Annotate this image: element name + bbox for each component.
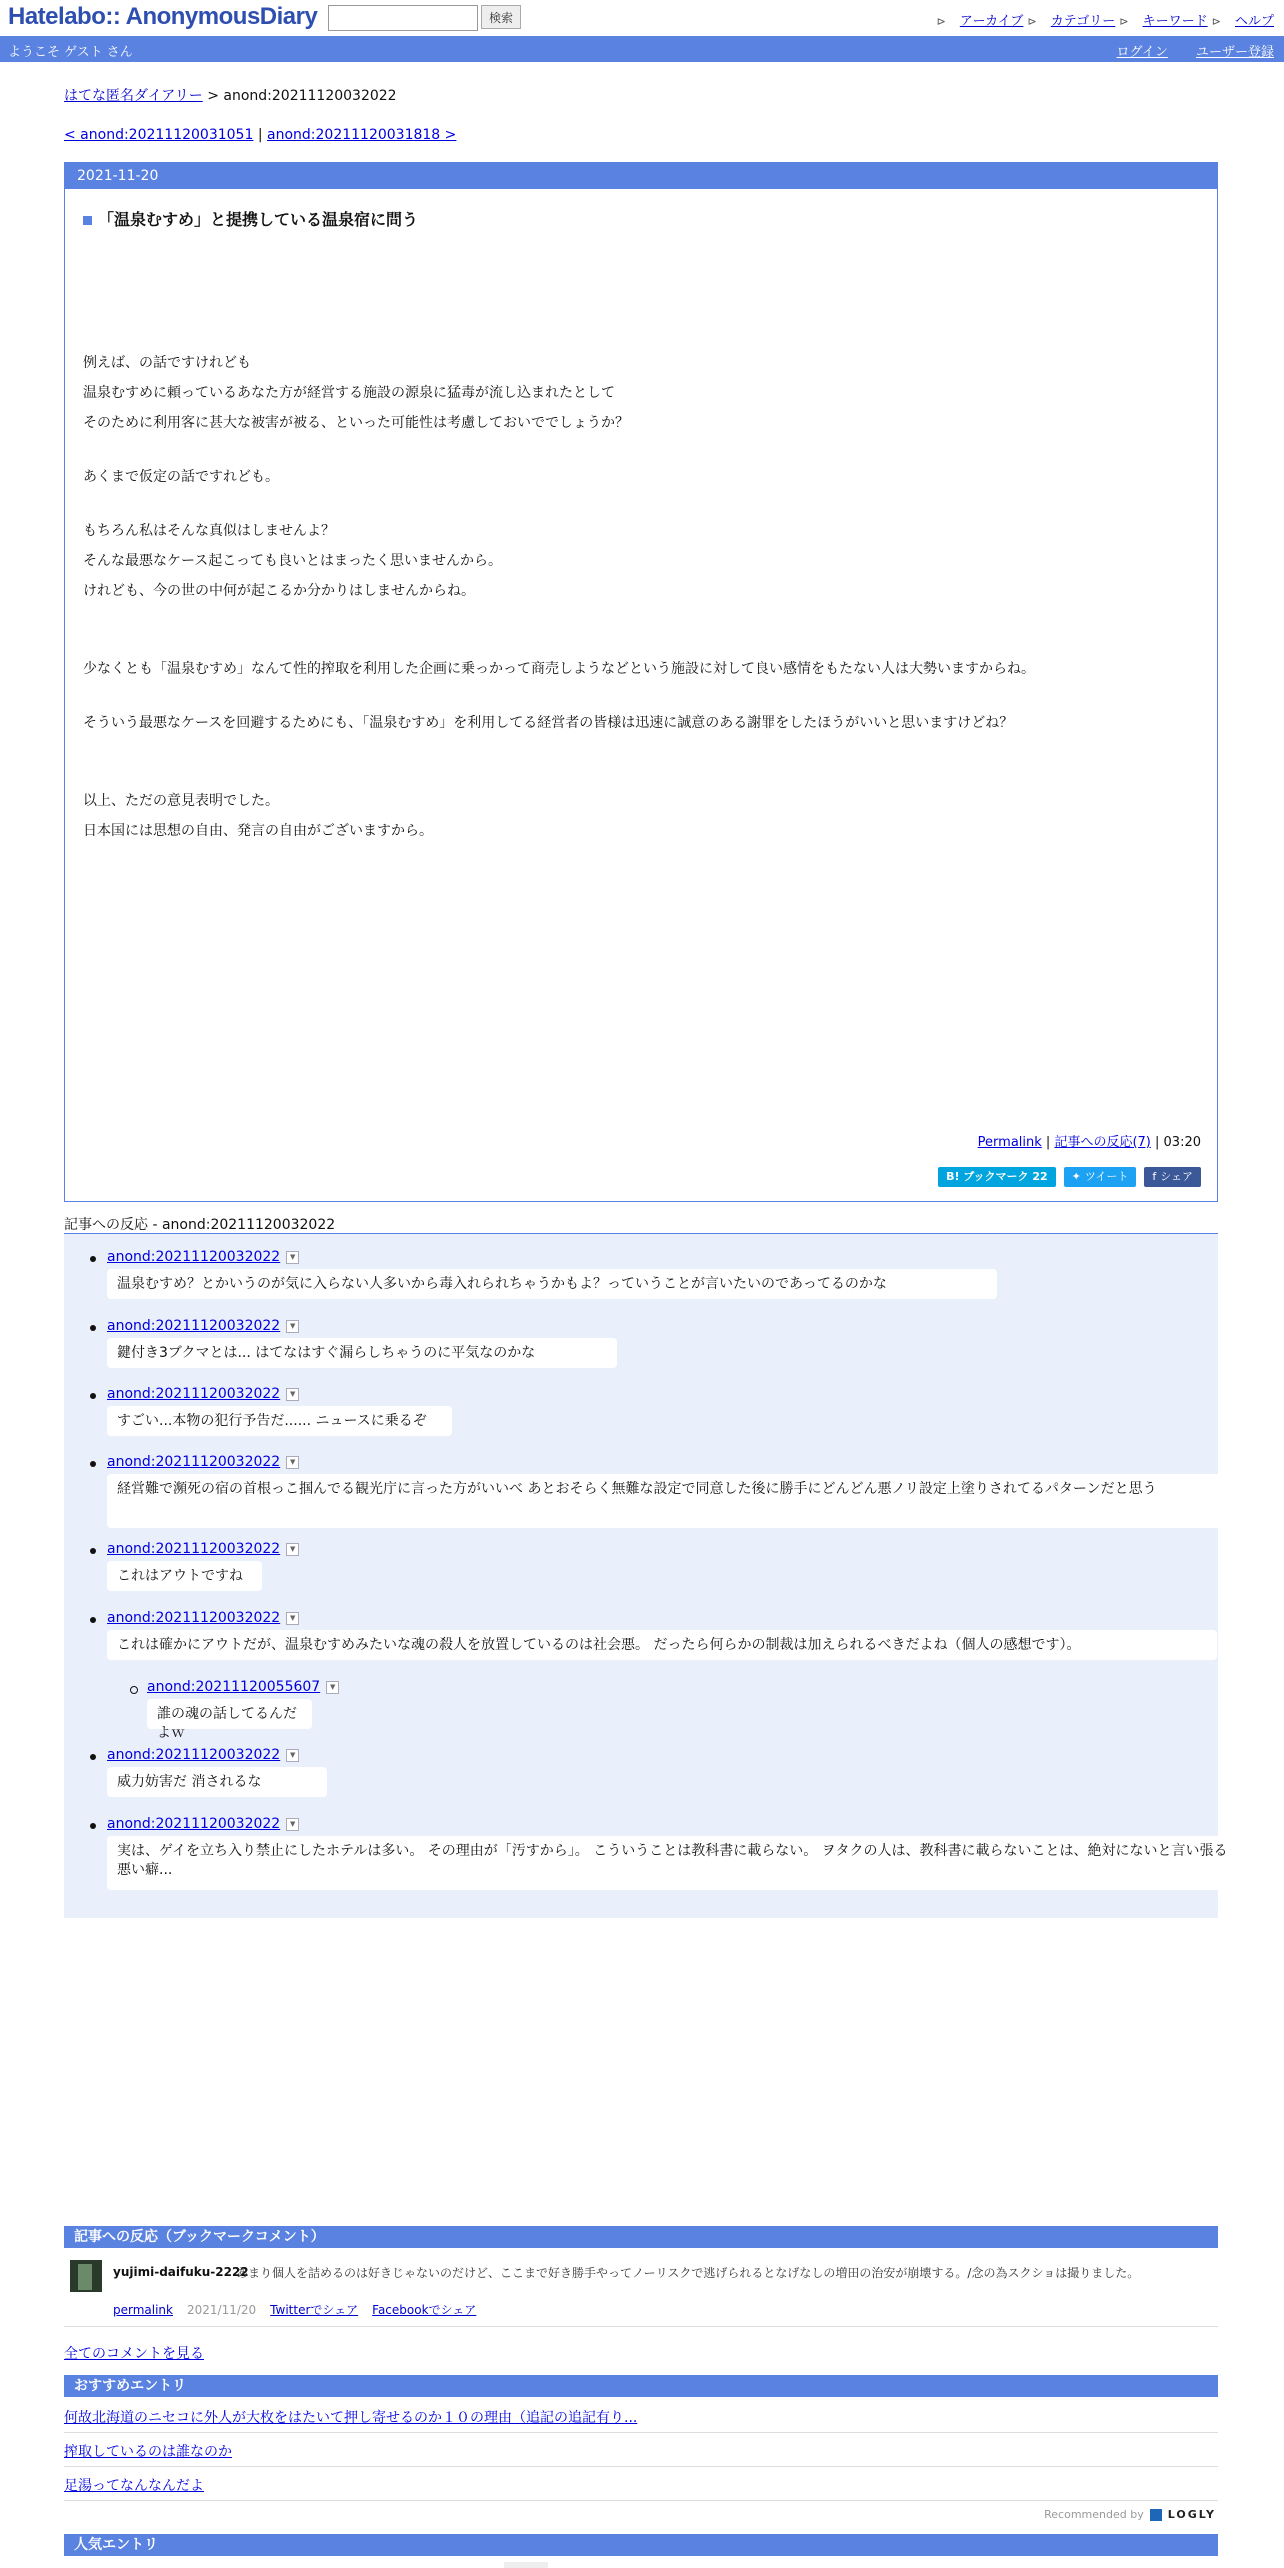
welcome-text: ようこそ ゲスト さん bbox=[8, 45, 133, 60]
entry-body-line: けれども、今の世の中何が起こるか分かりはしませんからね。 bbox=[83, 583, 475, 599]
bullet-icon bbox=[90, 1461, 96, 1467]
logly-icon bbox=[1150, 2509, 1162, 2521]
logly-logo[interactable]: LOGLY bbox=[1167, 2508, 1216, 2521]
avatar[interactable] bbox=[70, 2260, 102, 2292]
bookmark-links bbox=[113, 2301, 490, 2318]
user-bar bbox=[0, 36, 1284, 62]
arrow-icon: ⊳ bbox=[1119, 15, 1129, 28]
entry-body-line: 例えば、の話ですけれども bbox=[83, 355, 251, 371]
bookmark-permalink[interactable]: permalink bbox=[113, 2303, 173, 2317]
all-comments bbox=[64, 2343, 204, 2363]
reaction-excerpt: 経営難で瀕死の宿の首根っこ掴んでる観光庁に言った方がいいべ あとおそらく無難な設定で同意した後に勝手にどんどん悪ノリ設定上塗りされてるパターンだと思う bbox=[107, 1474, 1247, 1528]
entry-body-line: もちろん私はそんな真似はしませんよ？ bbox=[83, 523, 335, 539]
reaction-link[interactable]: anond:20211120032022 bbox=[107, 1816, 281, 1832]
chevron-down-icon[interactable]: ▼ bbox=[286, 1612, 299, 1625]
search-input[interactable] bbox=[328, 5, 478, 31]
bookmark-comments-heading: 記事への反応（ブックマークコメント） bbox=[64, 2226, 1218, 2248]
arrow-icon: ⊳ bbox=[1027, 15, 1037, 28]
chevron-down-icon[interactable]: ▼ bbox=[286, 1456, 299, 1469]
nav-category[interactable]: カテゴリー bbox=[1050, 14, 1116, 29]
reaction-excerpt: 威力妨害だ 消されるな bbox=[107, 1767, 327, 1797]
chevron-down-icon[interactable]: ▼ bbox=[286, 1543, 299, 1556]
nav-keyword[interactable]: キーワード bbox=[1142, 14, 1208, 29]
next-entry-link[interactable]: anond:20211120031818 > bbox=[267, 127, 457, 143]
header bbox=[0, 0, 1284, 36]
all-comments-link[interactable]: 全てのコメントを見る bbox=[64, 2346, 204, 2362]
bullet-icon bbox=[90, 1617, 96, 1623]
register-link[interactable]: ユーザー登録 bbox=[1195, 45, 1274, 60]
prev-next-nav: < anond:20211120031051 | anond:20211120031818 > bbox=[64, 127, 457, 143]
breadcrumb-home[interactable]: はてな匿名ダイアリー bbox=[64, 88, 203, 104]
recommended-link[interactable]: 何故北海道のニセコに外人が大枚をはたいて押し寄せるのか１０の理由（追記の追記有り... bbox=[64, 2410, 638, 2426]
bullet-icon bbox=[90, 1256, 96, 1262]
login-link[interactable]: ログイン bbox=[1116, 45, 1168, 60]
reaction-excerpt: 鍵付き3ブクマとは... はてなはすぐ漏らしちゃうのに平気なのかな bbox=[107, 1338, 617, 1368]
entry-body-line bbox=[83, 606, 1035, 630]
hatena-bookmark-button[interactable]: B! ブックマーク 22 bbox=[938, 1167, 1056, 1187]
reaction-excerpt: 実は、ゲイを立ち入り禁止にしたホテルは多い。 その理由が「汚すから」。 こういうことは教科書に載らない。 ヲタクの人は、教科書に載らないことは、絶対にないと言い張る悪い癖... bbox=[107, 1836, 1247, 1890]
tweet-button[interactable]: ✦ ツイート bbox=[1064, 1167, 1137, 1187]
reaction-link[interactable]: anond:20211120032022 bbox=[107, 1318, 281, 1334]
reaction-link[interactable]: anond:20211120032022 bbox=[107, 1747, 281, 1763]
divider bbox=[64, 2500, 1218, 2501]
site-logo[interactable]: Hatelabo:: AnonymousDiary bbox=[8, 3, 318, 30]
reaction-link[interactable]: anond:20211120032022 bbox=[107, 1249, 281, 1265]
entry-date: 2021-11-20 bbox=[65, 163, 1217, 189]
recommended-heading: おすすめエントリ bbox=[64, 2375, 1218, 2397]
reactions-link[interactable]: 記事への反応(7) bbox=[1054, 1135, 1151, 1150]
entry-body-line bbox=[83, 438, 1035, 462]
share-buttons bbox=[938, 1167, 1201, 1187]
entry-body-line: 日本国には思想の自由、発言の自由がございますから。 bbox=[83, 823, 433, 839]
bullet-icon bbox=[90, 1823, 96, 1829]
reaction-excerpt: これはアウトですね bbox=[107, 1561, 262, 1591]
recommended-link[interactable]: 搾取しているのは誰なのか bbox=[64, 2444, 232, 2460]
reaction-excerpt: すごい...本物の犯行予告だ...... ニュースに乗るぞ bbox=[107, 1406, 452, 1436]
entry-body bbox=[83, 348, 1035, 846]
entry-body-line: そういう最悪なケースを回避するためにも、「温泉むすめ」を利用してる経営者の皆様は迅速に誠意のある謝罪をしたほうがいいと思いますけどね？ bbox=[83, 715, 1014, 731]
entry-title: 「温泉むすめ」と提携している温泉宿に問う bbox=[83, 207, 418, 230]
bullet-icon bbox=[130, 1686, 138, 1694]
reactions-heading: 記事への反応 - anond:20211120032022 bbox=[64, 1217, 336, 1233]
popular-placeholder bbox=[504, 2562, 548, 2568]
entry-body-line: そのために利用客に甚大な被害が被る、といった可能性は考慮しておいででしょうか？ bbox=[83, 415, 629, 431]
entry-body-line: 温泉むすめに頼っているあなた方が経営する施設の源泉に猛毒が流し込まれたとして bbox=[83, 385, 615, 401]
search-button[interactable]: 検索 bbox=[481, 5, 521, 29]
bullet-icon bbox=[90, 1393, 96, 1399]
reaction-link[interactable]: anond:20211120032022 bbox=[107, 1454, 281, 1470]
entry-body-line: 以上、ただの意見表明でした。 bbox=[83, 793, 279, 809]
nav-help[interactable]: ヘルプ bbox=[1234, 14, 1274, 29]
twitter-icon: ✦ bbox=[1071, 1170, 1081, 1183]
entry-footer: Permalink | 記事への反応(7) | 03:20 bbox=[977, 1135, 1201, 1150]
breadcrumb: はてな匿名ダイアリー > anond:20211120032022 bbox=[64, 88, 397, 104]
reaction-excerpt: 誰の魂の話してるんだよｗ bbox=[147, 1699, 312, 1729]
bookmark-date: 2021/11/20 bbox=[187, 2303, 257, 2317]
recommended-by: Recommended by LOGLY bbox=[1044, 2508, 1216, 2521]
reaction-link[interactable]: anond:20211120032022 bbox=[107, 1610, 281, 1626]
reaction-link[interactable]: anond:20211120055607 bbox=[147, 1679, 321, 1695]
entry-body-line bbox=[83, 684, 1035, 708]
entry-body-line bbox=[83, 492, 1035, 516]
divider bbox=[64, 2326, 1218, 2327]
arrow-icon: ⊳ bbox=[1211, 15, 1221, 28]
bullet-icon bbox=[90, 1548, 96, 1554]
recommended-item bbox=[64, 2407, 637, 2427]
entry-body-line bbox=[83, 738, 1035, 762]
entry-body-line: そんな最悪なケース起こっても良いとはまったく思いませんから。 bbox=[83, 553, 503, 569]
entry-time: 03:20 bbox=[1163, 1135, 1201, 1150]
reactions-list bbox=[64, 1233, 1228, 1918]
divider bbox=[64, 2466, 1218, 2467]
chevron-down-icon[interactable]: ▼ bbox=[286, 1320, 299, 1333]
entry-body-line: あくまで仮定の話ですれども。 bbox=[83, 469, 279, 485]
entry-body-line: 少なくとも「温泉むすめ」なんて性的搾取を利用した企画に乗っかって商売しようなどという施設に対して良い感情をもたない人は大勢いますからね。 bbox=[83, 661, 1035, 677]
chevron-down-icon[interactable]: ▼ bbox=[286, 1388, 299, 1401]
reaction-link[interactable]: anond:20211120032022 bbox=[107, 1386, 281, 1402]
reaction-excerpt: 温泉むすめ？とかいうのが気に入らない人多いから毒入れられちゃうかもよ？っていうことが言いたいのであってるのかな bbox=[107, 1269, 997, 1299]
bookmark-facebook-share[interactable]: Facebookでシェア bbox=[372, 2303, 477, 2317]
bullet-icon bbox=[90, 1754, 96, 1760]
entry-box bbox=[64, 162, 1218, 1202]
permalink-link[interactable]: Permalink bbox=[977, 1135, 1042, 1150]
nav-archive[interactable]: アーカイブ bbox=[959, 14, 1024, 29]
chevron-down-icon[interactable]: ▼ bbox=[286, 1749, 299, 1762]
bullet-icon bbox=[90, 1325, 96, 1331]
recommended-link[interactable]: 足湯ってなんなんだよ bbox=[64, 2478, 204, 2494]
bookmark-comment: あまり個人を詰めるのは好きじゃないのだけど、ここまで好き勝手やってノーリスクで逃げられるとなげなしの増田の治安が崩壊する。/念の為スクショは撮りました。 bbox=[236, 2266, 1140, 2280]
prev-entry-link[interactable]: < anond:20211120031051 bbox=[64, 127, 254, 143]
recommended-item bbox=[64, 2475, 204, 2495]
reaction-link[interactable]: anond:20211120032022 bbox=[107, 1541, 281, 1557]
divider bbox=[64, 2432, 1218, 2433]
square-icon[interactable] bbox=[83, 216, 92, 225]
facebook-share-button[interactable]: f シェア bbox=[1144, 1167, 1201, 1187]
arrow-icon: ⊳ bbox=[936, 15, 946, 28]
breadcrumb-current: anond:20211120032022 bbox=[223, 88, 397, 104]
popular-heading: 人気エントリ bbox=[64, 2534, 1218, 2556]
chevron-down-icon[interactable]: ▼ bbox=[286, 1818, 299, 1831]
facebook-icon: f bbox=[1152, 1170, 1157, 1183]
entry-body-line bbox=[83, 762, 1035, 786]
chevron-down-icon[interactable]: ▼ bbox=[286, 1251, 299, 1264]
reaction-excerpt: これは確かにアウトだが、温泉むすめみたいな魂の殺人を放置しているのは社会悪。 だったら何らかの制裁は加えられるべきだよね（個人の感想です）。 bbox=[107, 1630, 1217, 1660]
bookmark-twitter-share[interactable]: Twitterでシェア bbox=[270, 2303, 359, 2317]
top-nav bbox=[937, 10, 1274, 29]
bookmark-user[interactable]: yujimi-daifuku-2222 bbox=[113, 2265, 249, 2279]
chevron-down-icon[interactable]: ▼ bbox=[326, 1681, 339, 1694]
entry-body-line bbox=[83, 630, 1035, 654]
recommended-item bbox=[64, 2441, 232, 2461]
